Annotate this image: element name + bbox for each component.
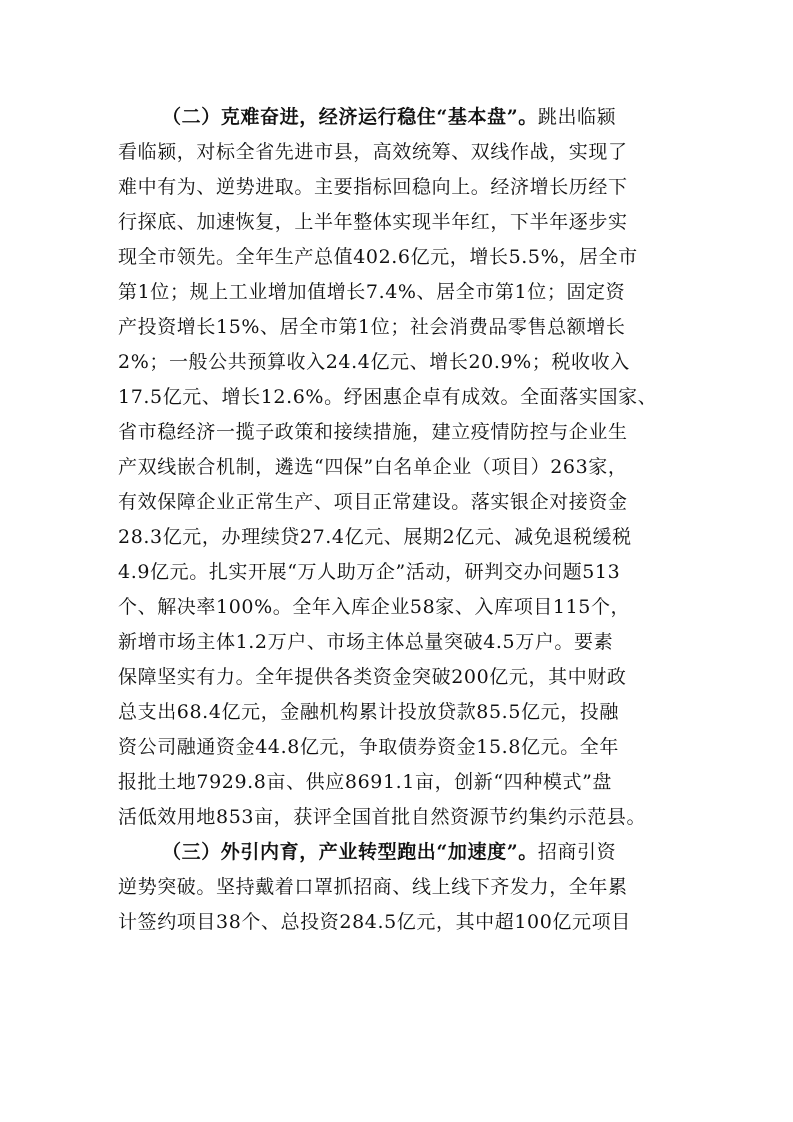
text-line: 28.3亿元，办理续贷27.4亿元、展期2亿元、减免退税缓税 (118, 526, 632, 548)
text-line: 产投资增长15%、居全市第1位；社会消费品零售总额增长 (118, 316, 626, 338)
text-line: 个、解决率100%。全年入库企业58家、入库项目115个， (118, 596, 631, 618)
text-line: 总支出68.4亿元，金融机构累计投放贷款85.5亿元，投融 (118, 701, 620, 723)
text-line: 资公司融通资金44.8亿元，争取债券资金15.8亿元。全年 (118, 736, 620, 758)
text-line: 难中有为、逆势进取。主要指标回稳向上。经济增长历经下 (118, 176, 628, 198)
text-line: 新增市场主体1.2万户、市场主体总量突破4.5万户。要素 (118, 631, 614, 653)
text-line (162, 100, 688, 134)
line-text: 招商引资 (537, 841, 617, 863)
text-line: 第1位；规上工业增加值增长7.4%、居全市第1位；固定资 (118, 281, 626, 303)
text-line: 报批土地7929.8亩、供应8691.1亩，创新“四种模式”盘 (118, 771, 612, 793)
text-line: 现全市领先。全年生产总值402.6亿元，增长5.5%，居全市 (118, 246, 638, 268)
section-heading: （三）外引内育，产业转型跑出“加速度”。 (162, 841, 538, 863)
text-line: 2%；一般公共预算收入24.4亿元、增长20.9%；税收收入 (118, 351, 630, 373)
text-line: 看临颍，对标全省先进市县，高效统筹、双线作战，实现了 (118, 141, 628, 163)
text-line: 产双线嵌合机制，遴选“四保”白名单企业（项目）263家， (118, 456, 628, 478)
text-line: 保障坚实有力。全年提供各类资金突破200亿元，其中财政 (118, 666, 627, 688)
text-line: 计签约项目38个、总投资284.5亿元，其中超100亿元项目 (118, 911, 631, 933)
text-line: 有效保障企业正常生产、项目正常建设。落实银企对接资金 (118, 491, 628, 513)
text-line: 逆势突破。坚持戴着口罩抓招商、线上线下齐发力，全年累 (118, 876, 628, 898)
text-line: 省市稳经济一揽子政策和接续措施，建立疫情防控与企业生 (118, 421, 628, 443)
section-heading: （二）克难奋进，经济运行稳住“基本盘”。 (162, 106, 538, 128)
line-text: 跳出临颍 (537, 106, 617, 128)
text-line: 17.5亿元、增长12.6%。纾困惠企卓有成效。全面落实国家、 (118, 386, 658, 408)
text-line: 行探底、加速恢复，上半年整体实现半年红，下半年逐步实 (118, 211, 628, 233)
text-line: 4.9亿元。扎实开展“万人助万企”活动，研判交办问题513 (118, 561, 621, 583)
text-line: 活低效用地853亩，获评全国首批自然资源节约集约示范县。 (118, 806, 647, 828)
text-line (162, 835, 688, 869)
